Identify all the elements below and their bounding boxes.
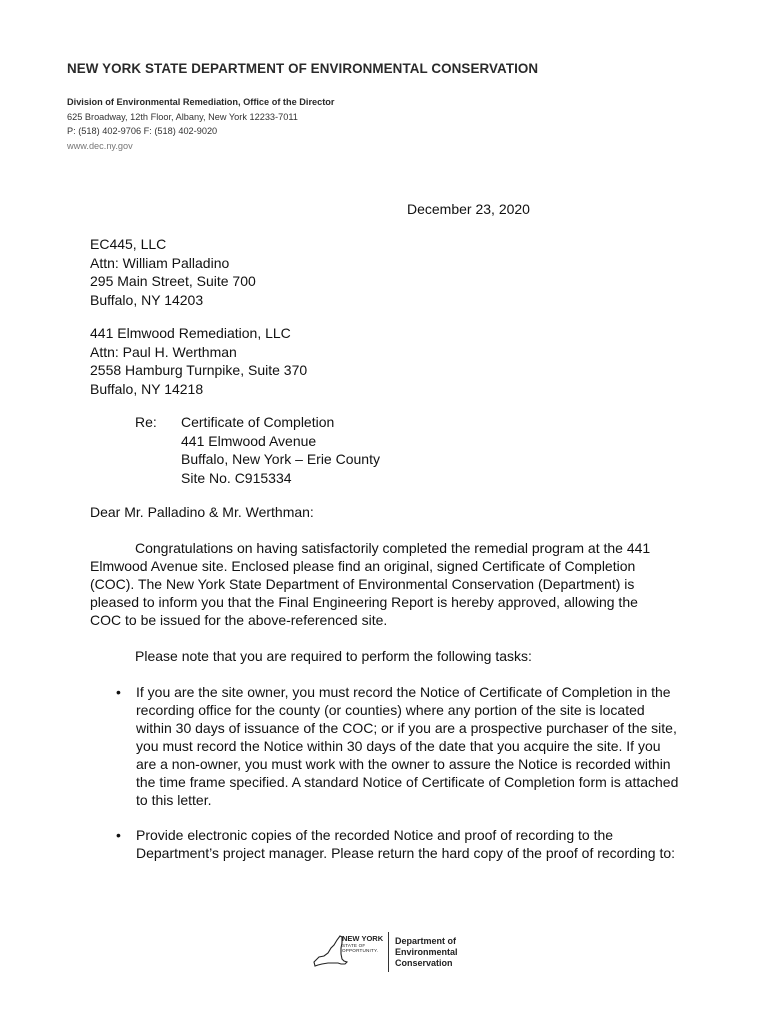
paragraph-text: Congratulations on having satisfactorily completed the remedial program at the 441 Elmwood Avenue site. Enclosed please find an original, signed Certificate of Completion (COC). The New York State Department of Environmental Conservation (Department) is pleased to inform you that the Final Engineering Report is hereby approved, allowing the COC to be issued for the above-referenced site. [90,540,651,628]
department-logo-text [395,936,458,969]
department-line: Department of [395,936,457,946]
re-subject [181,413,380,487]
paragraph-tasks-intro [90,647,670,665]
phone-line: P: (518) 402-9706 F: (518) 402-9020 [67,126,218,136]
footer-divider [388,932,389,972]
list-item-text: If you are the site owner, you must record the Notice of Certificate of Completion in the recording office for the county (or counties) where any portion of the site is located within 30 days of issuance of the COC; or if you are a prospective purchaser of the site, you must record the Notice within 30 days of the date that you acquire the site. If you are a non-owner, you must work with the owner to assure the Notice is recorded within the time frame specified. A standard Notice of Certificate of Completion form is attached to this letter. [136,684,679,808]
recipient-block-2 [90,324,307,398]
re-line: Buffalo, New York – Erie County [181,451,380,467]
paragraph-text: Please note that you are required to perform the following tasks: [135,648,532,664]
paragraph-congratulations [90,539,670,629]
address-line: 625 Broadway, 12th Floor, Albany, New York 12233-7011 [67,111,298,122]
recipient-line: 295 Main Street, Suite 700 [90,273,256,289]
task-list [90,683,690,809]
list-item [90,683,680,809]
division-line: Division of Environmental Remediation, Office of the Director [67,97,335,107]
letter-date: December 23, 2020 [407,201,530,217]
list-item [90,826,680,862]
ny-wordmark-text: NEW YORK [342,934,384,943]
department-line: Conservation [395,958,453,968]
department-line: Environmental [395,947,458,957]
bullet-icon: • [116,684,121,700]
recipient-line: Buffalo, NY 14203 [90,291,204,308]
letterhead-contact [67,95,335,153]
website-link[interactable]: www.dec.ny.gov [67,140,133,151]
re-line: Certificate of Completion [181,414,335,430]
recipient-block-1 [90,235,256,309]
re-label: Re: [135,414,157,430]
recipient-line: Attn: Paul H. Werthman [90,343,237,360]
recipient-line: Attn: William Palladino [90,254,230,271]
bullet-icon: • [116,827,121,843]
recipient-line: EC445, LLC [90,236,167,252]
recipient-line: 2558 Hamburg Turnpike, Suite 370 [90,362,308,378]
ny-wordmark [342,935,383,953]
re-line: 441 Elmwood Avenue [181,432,317,449]
agency-title: NEW YORK STATE DEPARTMENT OF ENVIRONMENTAL CONSERVATION [67,61,539,76]
recipient-line: 441 Elmwood Remediation, LLC [90,325,291,341]
task-list-continued [90,826,690,862]
ny-tagline-line: OPPORTUNITY. [342,948,379,953]
salutation: Dear Mr. Palladino & Mr. Werthman: [90,504,314,520]
recipient-line: Buffalo, NY 14218 [90,380,204,397]
list-item-text: Provide electronic copies of the recorded Notice and proof of recording to the Department’s project manager. Please return the hard copy of the proof of recording to: [136,827,676,861]
re-line: Site No. C915334 [181,469,292,486]
ny-tagline-line: STATE OF [342,943,366,948]
